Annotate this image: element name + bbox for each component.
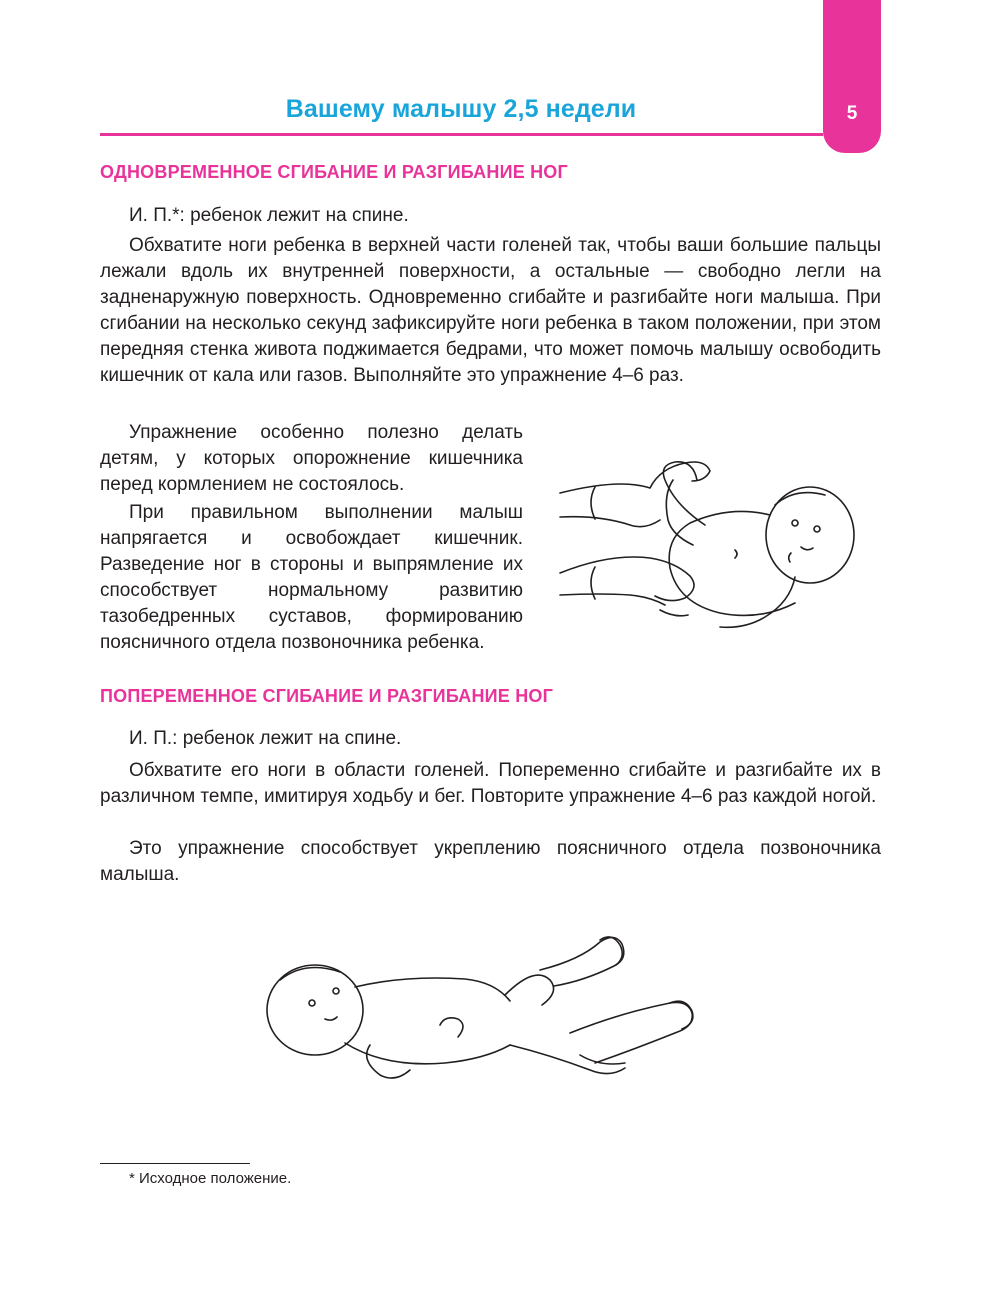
- baby-legs-flexion-illustration: [555, 455, 885, 640]
- footnote: * Исходное положение.: [129, 1170, 292, 1187]
- paragraph: При правильном выполнении малыш напрягается и освобождает кишечник. Разведение ног в стороны и выпрямление их способствует нормальному развитию тазобедренных суставов, формированию поясничного отдела позвоночника ребенка.: [100, 502, 523, 653]
- running-header: Вашему малышу 2,5 недели: [285, 95, 637, 123]
- section-heading-simultaneous: ОДНОВРЕМЕННОЕ СГИБАНИЕ И РАЗГИБАНИЕ НОГ: [100, 162, 568, 182]
- page-number-tab: [823, 0, 881, 153]
- baby-alternating-legs-illustration: [250, 925, 720, 1090]
- paragraph: Упражнение особенно полезно делать детям, у которых опорожнение кишечника перед кормлением не состоялось.: [100, 422, 523, 495]
- page-number: 5: [846, 103, 858, 124]
- paragraph: Обхватите ноги ребенка в верхней части голеней так, чтобы ваши большие пальцы лежали вдоль их внутренней поверхности, а остальные — свободно легли на задненаружную поверхность. Одновременно сгибайте и разгибайте ноги малыша. При сгибании на несколько секунд зафиксируйте ноги ребенка в таком положении, при этом передняя стенка живота поджимается бедрами, что может помочь малышу освободить кишечник от кала или газов. Выполняйте это упражнение 4–6 раз.: [100, 235, 881, 386]
- header-rule: [100, 133, 823, 136]
- footnote-rule: [100, 1163, 250, 1164]
- paragraph: Обхватите его ноги в области голеней. Попеременно сгибайте и разгибайте их в различном темпе, имитируя ходьбу и бег. Повторите упражнение 4–6 раз каждой ногой.: [100, 760, 881, 807]
- paragraph: И. П.: ребенок лежит на спине.: [129, 728, 402, 749]
- paragraph: Это упражнение способствует укреплению поясничного отдела позвоночника малыша.: [100, 838, 881, 885]
- section-heading-alternating: ПОПЕРЕМЕННОЕ СГИБАНИЕ И РАЗГИБАНИЕ НОГ: [100, 686, 554, 706]
- paragraph: И. П.*: ребенок лежит на спине.: [129, 205, 409, 226]
